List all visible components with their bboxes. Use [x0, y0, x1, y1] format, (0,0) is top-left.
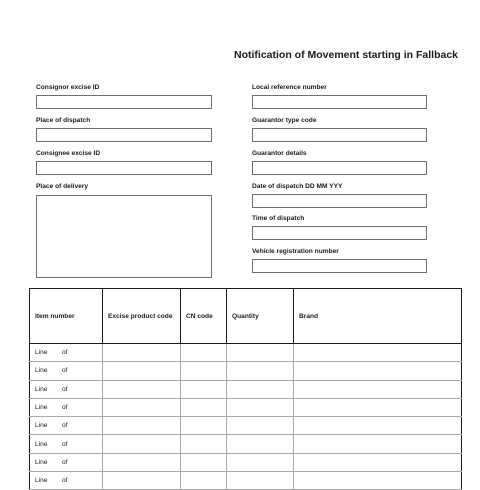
table-row [30, 398, 462, 416]
date-of-dispatch-field[interactable] [252, 194, 427, 208]
cn-code-cell[interactable] [181, 398, 227, 416]
cn-code-cell[interactable] [181, 472, 227, 490]
excise-product-code-cell[interactable] [103, 380, 181, 398]
line-word: Line [35, 458, 48, 466]
time-of-dispatch-label: Time of dispatch [252, 215, 305, 222]
place-of-dispatch-field[interactable] [36, 128, 212, 142]
brand-cell[interactable] [294, 380, 462, 398]
consignor-excise-id-label: Consignor excise ID [36, 84, 100, 91]
vehicle-registration-number-label: Vehicle registration number [252, 248, 339, 255]
consignee-excise-id-label: Consignee excise ID [36, 150, 101, 157]
local-reference-number-field[interactable] [252, 95, 427, 109]
table-row [30, 362, 462, 380]
excise-product-code-cell[interactable] [103, 398, 181, 416]
item-number-cell[interactable] [30, 380, 103, 398]
cn-code-cell[interactable] [181, 344, 227, 362]
of-word: of [62, 349, 68, 357]
guarantor-type-code-field[interactable] [252, 128, 427, 142]
table-row [30, 472, 462, 490]
guarantor-details-field[interactable] [252, 161, 427, 175]
line-word: Line [35, 385, 48, 393]
table-row [30, 435, 462, 453]
brand-cell[interactable] [294, 417, 462, 435]
cn-code-cell[interactable] [181, 417, 227, 435]
quantity-cell[interactable] [227, 344, 294, 362]
quantity-cell[interactable] [227, 417, 294, 435]
item-number-cell[interactable] [30, 435, 103, 453]
brand-cell[interactable] [294, 472, 462, 490]
item-number-cell[interactable] [30, 417, 103, 435]
excise-product-code-cell[interactable] [103, 344, 181, 362]
quantity-cell[interactable] [227, 435, 294, 453]
place-of-delivery-field[interactable] [36, 195, 212, 278]
consignee-excise-id-field[interactable] [36, 161, 212, 175]
col-header-quantity: Quantity [227, 289, 294, 344]
line-word: Line [35, 367, 48, 375]
quantity-cell[interactable] [227, 453, 294, 471]
date-of-dispatch-label: Date of dispatch DD MM YYY [252, 183, 343, 190]
line-word: Line [35, 440, 48, 448]
excise-product-code-cell[interactable] [103, 362, 181, 380]
col-header-excise-product-code: Excise product code [103, 289, 181, 344]
place-of-delivery-label: Place of delivery [36, 183, 89, 190]
excise-product-code-cell[interactable] [103, 435, 181, 453]
table-row [30, 380, 462, 398]
items-table [29, 288, 462, 490]
of-word: of [62, 422, 68, 430]
place-of-dispatch-label: Place of dispatch [36, 117, 91, 124]
cn-code-cell[interactable] [181, 453, 227, 471]
guarantor-type-code-label: Guarantor type code [252, 117, 317, 124]
item-number-cell[interactable] [30, 472, 103, 490]
col-header-cn-code: CN code [181, 289, 227, 344]
guarantor-details-label: Guarantor details [252, 150, 307, 157]
brand-cell[interactable] [294, 344, 462, 362]
of-word: of [62, 385, 68, 393]
brand-cell[interactable] [294, 435, 462, 453]
vehicle-registration-number-field[interactable] [252, 259, 427, 273]
quantity-cell[interactable] [227, 362, 294, 380]
excise-product-code-cell[interactable] [103, 453, 181, 471]
table-row [30, 417, 462, 435]
form-title: Notification of Movement starting in Fallback [234, 49, 459, 61]
table-row [30, 344, 462, 362]
of-word: of [62, 440, 68, 448]
excise-product-code-cell[interactable] [103, 417, 181, 435]
line-word: Line [35, 404, 48, 412]
of-word: of [62, 404, 68, 412]
time-of-dispatch-field[interactable] [252, 226, 427, 240]
table-row [30, 453, 462, 471]
item-number-cell[interactable] [30, 453, 103, 471]
line-word: Line [35, 477, 48, 485]
line-word: Line [35, 422, 48, 430]
brand-cell[interactable] [294, 398, 462, 416]
item-number-cell[interactable] [30, 344, 103, 362]
col-header-item-number: Item number [30, 289, 103, 344]
cn-code-cell[interactable] [181, 435, 227, 453]
table-header-row [30, 289, 462, 344]
col-header-brand: Brand [294, 289, 462, 344]
of-word: of [62, 477, 68, 485]
item-number-cell[interactable] [30, 362, 103, 380]
cn-code-cell[interactable] [181, 362, 227, 380]
local-reference-number-label: Local reference number [252, 84, 327, 91]
of-word: of [62, 367, 68, 375]
of-word: of [62, 458, 68, 466]
line-word: Line [35, 349, 48, 357]
excise-product-code-cell[interactable] [103, 472, 181, 490]
quantity-cell[interactable] [227, 398, 294, 416]
brand-cell[interactable] [294, 362, 462, 380]
quantity-cell[interactable] [227, 472, 294, 490]
brand-cell[interactable] [294, 453, 462, 471]
cn-code-cell[interactable] [181, 380, 227, 398]
consignor-excise-id-field[interactable] [36, 95, 212, 109]
quantity-cell[interactable] [227, 380, 294, 398]
item-number-cell[interactable] [30, 398, 103, 416]
